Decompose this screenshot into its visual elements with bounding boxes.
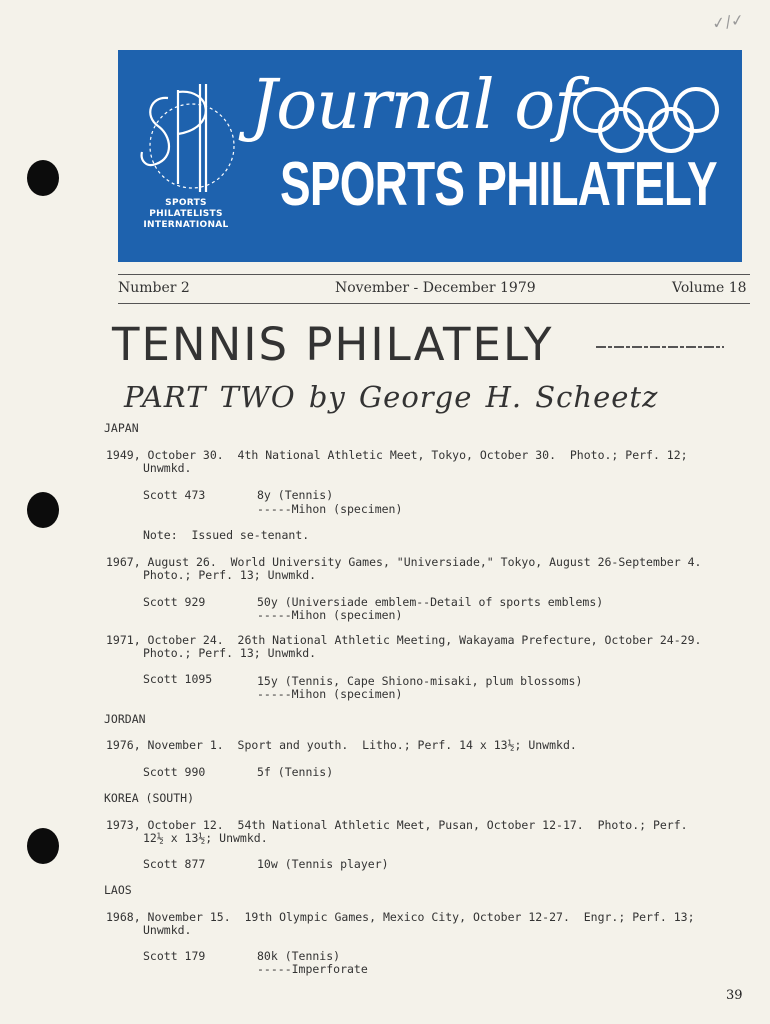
journal-title-script: Journal of xyxy=(250,66,579,145)
stamp-description: 80k (Tennis) xyxy=(257,949,341,963)
stamp-description: 8y (Tennis) xyxy=(257,488,334,502)
scott-number: Scott 1095 xyxy=(143,672,213,686)
spi-org-name xyxy=(124,198,248,231)
country-heading-japan: JAPAN xyxy=(104,421,139,435)
entry-line: 1949, October 30. 4th National Athletic Meet, Tokyo, October 30. Photo.; Perf. 12; xyxy=(106,448,688,462)
spi-line-3: INTERNATIONAL xyxy=(143,220,229,230)
scott-number: Scott 990 xyxy=(143,765,206,779)
masthead-banner xyxy=(118,50,742,262)
issue-date: November - December 1979 xyxy=(335,280,536,296)
entry-line: 1971, October 24. 26th National Athletic Meeting, Wakayama Prefecture, October 24-29. xyxy=(106,633,702,647)
title-decoration xyxy=(596,343,724,351)
country-heading-jordan: JORDAN xyxy=(104,712,146,726)
stamp-description: 5f (Tennis) xyxy=(257,765,334,779)
stamp-description: 50y (Universiade emblem--Detail of sports emblems) xyxy=(257,595,604,609)
issue-volume: Volume 18 xyxy=(672,280,747,296)
entry-line: Unwmkd. xyxy=(143,923,192,937)
binder-hole-middle xyxy=(27,492,59,528)
entry-line: Photo.; Perf. 13; Unwmkd. xyxy=(143,568,317,582)
stamp-description: -----Mihon (specimen) xyxy=(257,687,403,701)
article-title: TENNIS PHILATELY xyxy=(112,318,554,371)
binder-hole-bottom xyxy=(27,828,59,864)
entry-line: 1973, October 12. 54th National Athletic Meet, Pusan, October 12-17. Photo.; Perf. xyxy=(106,818,688,832)
check-mark: ✓/✓ xyxy=(710,9,746,34)
entry-line: Photo.; Perf. 13; Unwmkd. xyxy=(143,646,317,660)
entry-line: 1976, November 1. Sport and youth. Litho.; Perf. 14 x 13½; Unwmkd. xyxy=(106,738,577,752)
scott-number: Scott 877 xyxy=(143,857,206,871)
issue-rule-bottom xyxy=(118,303,750,304)
entry-line: 1967, August 26. World University Games, "Universiade," Tokyo, August 26-September 4. xyxy=(106,555,702,569)
entry-line: Unwmkd. xyxy=(143,461,192,475)
country-heading-korea: KOREA (SOUTH) xyxy=(104,791,195,805)
scott-number: Scott 179 xyxy=(143,949,206,963)
binder-hole-top xyxy=(27,160,59,196)
article-subtitle: PART TWO by George H. Scheetz xyxy=(124,380,659,414)
spi-logo-icon xyxy=(134,80,244,198)
entry-note: Note: Issued se-tenant. xyxy=(143,528,310,542)
scott-number: Scott 929 xyxy=(143,595,206,609)
stamp-description: -----Imperforate xyxy=(257,962,368,976)
olympic-rings-icon xyxy=(568,86,724,154)
scott-number: Scott 473 xyxy=(143,488,206,502)
entry-line: 1968, November 15. 19th Olympic Games, Mexico City, October 12-27. Engr.; Perf. 13; xyxy=(106,910,695,924)
stamp-description: 10w (Tennis player) xyxy=(257,857,389,871)
journal-title-block: SPORTS PHILATELY xyxy=(280,150,717,219)
spi-line-1: SPORTS xyxy=(165,198,207,208)
entry-line: 12½ x 13½; Unwmkd. xyxy=(143,831,268,845)
stamp-description: -----Mihon (specimen) xyxy=(257,502,403,516)
stamp-description: -----Mihon (specimen) xyxy=(257,608,403,622)
issue-number: Number 2 xyxy=(118,280,190,296)
stamp-description: 15y (Tennis, Cape Shiono-misaki, plum blossoms) xyxy=(257,674,583,688)
issue-rule-top xyxy=(118,274,750,275)
page-number: 39 xyxy=(726,988,743,1003)
country-heading-laos: LAOS xyxy=(104,883,132,897)
spi-line-2: PHILATELISTS xyxy=(149,209,223,219)
